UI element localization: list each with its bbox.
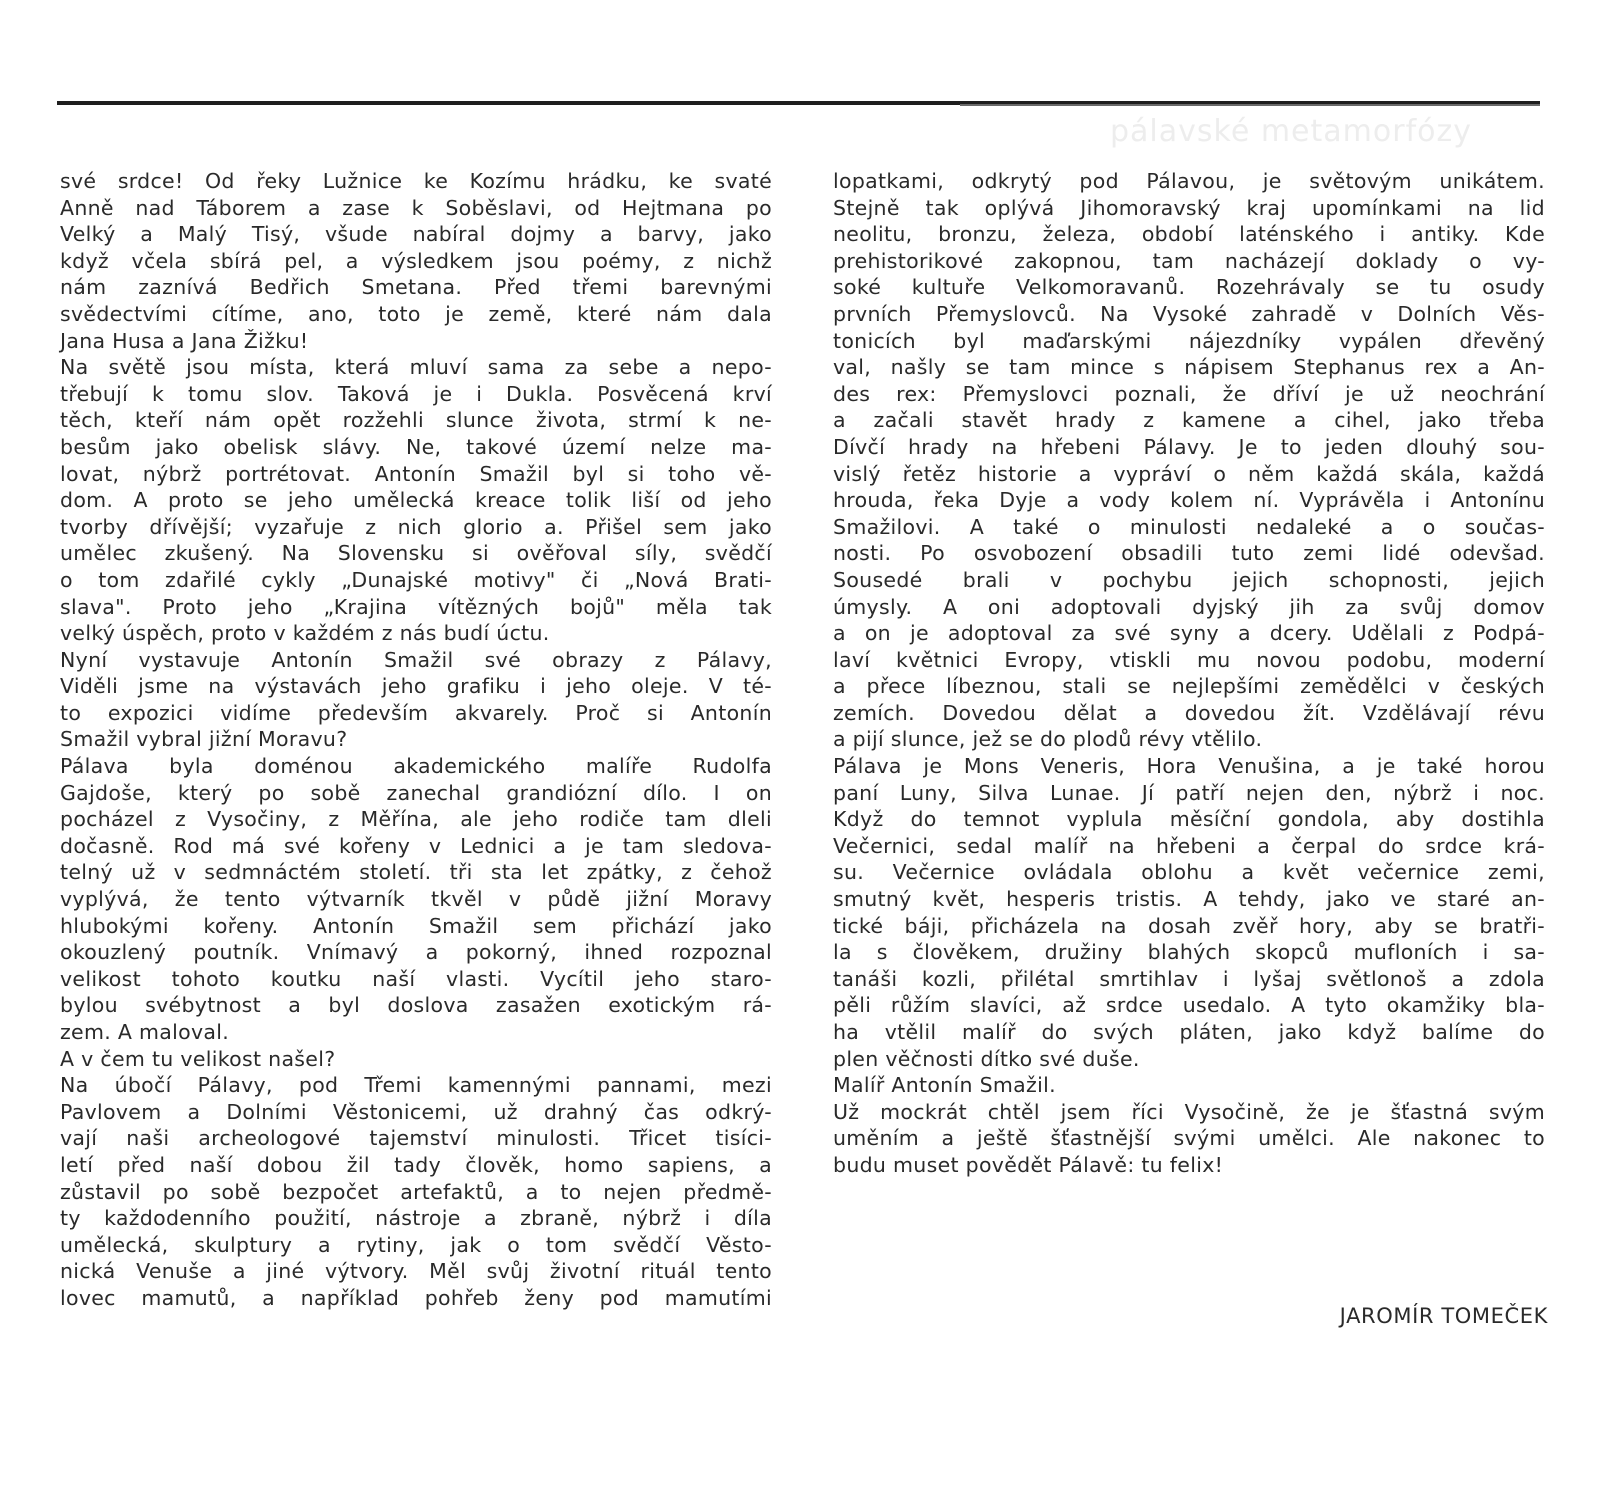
text-line: letí před naší dobou žil tady člověk, homo sapiens, a [60,1152,772,1177]
text-line: besům jako obelisk slávy. Ne, takové území nelze ma- [60,434,772,459]
text-line: Malíř Antonín Smažil. [833,1073,1056,1098]
text-line: své srdce! Od řeky Lužnice ke Kozímu hrádku, ke svaté [60,169,772,193]
text-line: telný už v sedmnáctém století. tři sta let zpátky, z čehož [60,860,772,885]
text-line: slava". Proto jeho „Krajina vítězných bojů" měla tak [60,594,772,619]
text-line: plen věčnosti dítko své duše. [833,1046,1140,1071]
author-signature: JAROMÍR TOMEČEK [1339,1304,1548,1328]
text-line: a on je adoptoval za své syny a dcery. Udělali z Podpá- [833,621,1545,646]
text-line: smutný květ, hesperis tristis. A tehdy, jako ve staré an- [833,887,1545,912]
text-line: soké kultuře Velkomoravanů. Rozehrávaly se tu osudy [833,275,1545,300]
text-line: tonicích byl maďarskými nájezdníky vypálen dřevěný [833,328,1545,353]
text-line: vislý řetěz historie a vypráví o něm každá skála, každá [833,461,1545,486]
text-line: velikost tohoto koutku naší vlasti. Vycítil jeho staro- [60,966,772,991]
text-line: dom. A proto se jeho umělecká kreace tolik liší od jeho [60,488,772,513]
text-line: hlubokými kořeny. Antonín Smažil sem přichází jako [60,913,772,938]
text-line: zůstavil po sobě bezpočet artefaktů, a to nejen předmě- [60,1179,772,1204]
text-line: Gajdoše, který po sobě zanechal grandiózní dílo. I on [60,780,772,805]
text-line: Anně nad Táborem a zase k Soběslavi, od Hejtmana po [60,195,772,220]
text-line: budu muset povědět Pálavě: tu felix! [833,1152,1224,1177]
text-line: úmysly. A oni adoptovali dyjský jih za svůj domov [833,594,1545,619]
text-line: tanáši kozli, přilétal smrtihlav i lyšaj světlonoš a zdola [833,966,1545,991]
right-text-column [833,168,1545,1179]
text-line: umělecká, skulptury a rytiny, jak o tom svědčí Věsto- [60,1232,772,1257]
text-line: Viděli jsme na výstavách jeho grafiku i jeho oleje. V té- [60,674,772,699]
text-line: vyplývá, že tento výtvarník tkvěl v půdě jižní Moravy [60,887,772,912]
text-line: dočasně. Rod má své kořeny v Lednici a je tam sledova- [60,833,772,858]
text-line: tvorby dřívější; vyzařuje z nich glorio a. Přišel sem jako [60,514,772,539]
show-through-heading: pálavské metamorfózy [1110,114,1472,149]
text-line: Pálava byla doménou akademického malíře Rudolfa [60,754,772,779]
text-line: Pavlovem a Dolními Věstonicemi, už drahný čas odkrý- [60,1099,772,1124]
text-line: la s člověkem, družiny blahých skopců mufloních i sa- [833,940,1545,965]
text-line: lopatkami, odkrytý pod Pálavou, je světovým unikátem. [833,169,1545,193]
text-line: Když do temnot vyplula měsíční gondola, aby dostihla [833,807,1545,832]
text-line: zemích. Dovedou dělat a dovedou žít. Vzdělávají révu [833,700,1545,725]
text-line: o tom zdařilé cykly „Dunajské motivy" či „Nová Brati- [60,567,772,592]
text-line: bylou svébytnost a byl doslova zasažen exotickým rá- [60,993,772,1018]
text-line: neolitu, bronzu, železa, období laténského i antiky. Kde [833,222,1545,247]
text-line: Jana Husa a Jana Žižku! [60,328,309,353]
text-line: ty každodenního použití, nástroje a zbraně, nýbrž i díla [60,1206,772,1231]
text-line: Stejně tak oplývá Jihomoravský kraj upomínkami na lid [833,195,1545,220]
text-line: Smažil vybral jižní Moravu? [60,727,348,752]
text-line: okouzlený poutník. Vnímavý a pokorný, ihned rozpoznal [60,940,772,965]
text-line: Pálava je Mons Veneris, Hora Venušina, a je také horou [833,754,1545,779]
text-line: svědectvími cítíme, ano, toto je země, které nám dala [60,301,772,326]
text-line: Na úbočí Pálavy, pod Třemi kamennými pannami, mezi [60,1073,772,1098]
text-line: hrouda, řeka Dyje a vody kolem ní. Vyprávěla i Antonínu [833,488,1545,513]
text-line: a přece líbeznou, stali se nejlepšími zemědělci v českých [833,674,1545,699]
text-line: laví květnici Evropy, vtiskli mu novou podobu, moderní [833,647,1545,672]
text-line: a začali stavět hrady z kamene a cihel, jako třeba [833,408,1545,433]
text-line: třebují k tomu slov. Taková je i Dukla. Posvěcená krví [60,381,772,406]
text-line: ha vtělil malíř do svých pláten, jako když balíme do [833,1020,1545,1044]
text-line: A v čem tu velikost našel? [60,1046,336,1071]
text-line: když včela sbírá pel, a výsledkem jsou poémy, z nichž [60,248,772,273]
text-line: to expozici vidíme především akvarely. Proč si Antonín [60,700,772,725]
text-line: a pijí slunce, jež se do plodů révy vtělilo. [833,727,1263,752]
text-line: pocházel z Vysočiny, z Měřína, ale jeho rodiče tam dleli [60,807,772,832]
text-line: Dívčí hrady na hřebeni Pálavy. Je to jeden dlouhý sou- [833,434,1545,459]
text-line: Sousedé brali v pochybu jejich schopnosti, jejich [833,567,1545,592]
text-line: lovec mamutů, a například pohřeb ženy pod mamutími [60,1285,772,1310]
text-line: prehistorikové zakopnou, tam nacházejí doklady o vy- [833,248,1545,273]
text-line: prvních Přemyslovců. Na Vysoké zahradě v Dolních Věs- [833,301,1545,326]
text-line: val, našly se tam mince s nápisem Stephanus rex a An- [833,355,1545,380]
text-line: Nyní vystavuje Antonín Smažil své obrazy z Pálavy, [60,647,772,672]
text-line: uměním a ještě šťastnější svými umělci. Ale nakonec to [833,1126,1545,1151]
text-line: Na světě jsou místa, která mluví sama za sebe a nepo- [60,355,772,380]
text-line: velký úspěch, proto v každém z nás budí úctu. [60,621,550,646]
text-line: paní Luny, Silva Lunae. Jí patří nejen den, nýbrž i noc. [833,780,1545,805]
text-line: su. Večernice ovládala oblohu a květ večernice zemi, [833,860,1545,885]
text-line: tické báji, přicházela na dosah zvěř hory, aby se bratři- [833,913,1545,938]
text-line: lovat, nýbrž portrétovat. Antonín Smažil byl si toho vě- [60,461,772,486]
text-line: nosti. Po osvobození obsadili tuto zemi lidé odevšad. [833,541,1545,566]
text-line: des rex: Přemyslovci poznali, že dříví je už neochrání [833,381,1545,406]
text-line: Už mockrát chtěl jsem říci Vysočině, že je šťastná svým [833,1099,1545,1124]
text-line: vají naši archeologové tajemství minulosti. Třicet tisíci- [60,1126,772,1151]
left-text-column [60,168,772,1312]
top-rule-thin [960,104,1540,106]
text-line: Večernici, sedal malíř na hřebeni a čerpal do srdce krá- [833,833,1545,858]
text-line: umělec zkušený. Na Slovensku si ověřoval síly, svědčí [60,541,772,566]
text-line: těch, kteří nám opět rozžehli slunce života, strmí k ne- [60,408,772,433]
text-line: Velký a Malý Tisý, všude nabíral dojmy a barvy, jako [60,222,772,247]
text-line: pěli růžím slavíci, až srdce usedalo. A tyto okamžiky bla- [833,993,1545,1018]
text-line: nická Venuše a jiné výtvory. Měl svůj životní rituál tento [60,1259,772,1284]
text-line: Smažilovi. A také o minulosti nedaleké a o součas- [833,514,1545,539]
text-line: zem. A maloval. [60,1020,230,1044]
text-line: nám zaznívá Bedřich Smetana. Před třemi barevnými [60,275,772,300]
